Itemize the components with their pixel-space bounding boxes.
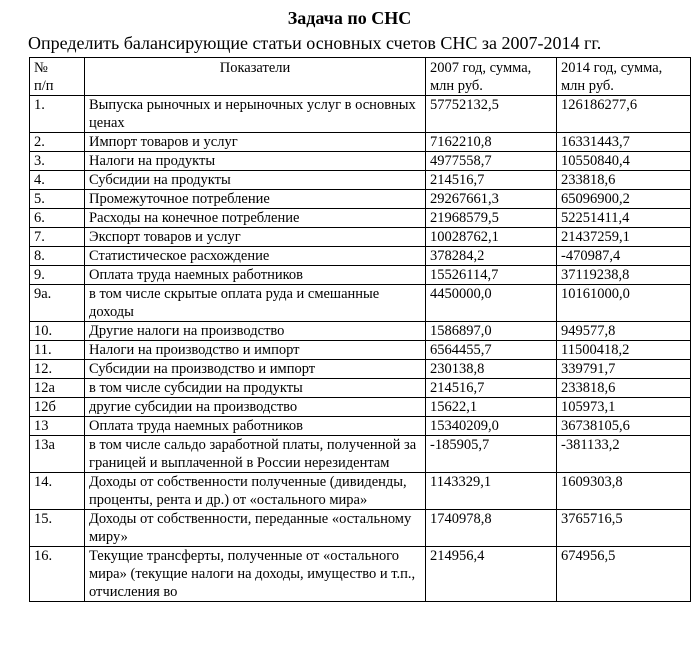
header-num: № п/п [30,58,85,96]
cell-indicator: Промежуточное потребление [85,190,426,209]
cell-indicator: Экспорт товаров и услуг [85,228,426,247]
cell-num: 9. [30,266,85,285]
cell-2014: 1609303,8 [557,473,691,510]
cell-2014: 3765716,5 [557,510,691,547]
cell-2014: 52251411,4 [557,209,691,228]
cell-2007: 15622,1 [426,398,557,417]
cell-2007: 15340209,0 [426,417,557,436]
cell-2007: 378284,2 [426,247,557,266]
cell-indicator: Субсидии на продукты [85,171,426,190]
cell-2007: 29267661,3 [426,190,557,209]
cell-2014: 37119238,8 [557,266,691,285]
cell-num: 3. [30,152,85,171]
header-2007: 2007 год, сумма, млн руб. [426,58,557,96]
cell-num: 6. [30,209,85,228]
table-row [30,510,691,547]
table-row [30,228,691,247]
table-row [30,190,691,209]
cell-indicator: Расходы на конечное потребление [85,209,426,228]
cell-indicator: в том числе сальдо заработной платы, полученной за границей и выплаченной в России нерезидентам [85,436,426,473]
cell-indicator: другие субсидии на производство [85,398,426,417]
cell-indicator: в том числе скрытые оплата руда и смешанные доходы [85,285,426,322]
data-table [29,57,691,602]
table-row [30,398,691,417]
table-row [30,133,691,152]
cell-2007: 230138,8 [426,360,557,379]
cell-num: 10. [30,322,85,341]
cell-2014: 65096900,2 [557,190,691,209]
cell-2014: 339791,7 [557,360,691,379]
table-body [30,96,691,602]
table-row [30,152,691,171]
cell-num: 12а [30,379,85,398]
table-row [30,473,691,510]
cell-2014: 233818,6 [557,379,691,398]
cell-2007: 10028762,1 [426,228,557,247]
cell-num: 9а. [30,285,85,322]
table-header-row [30,58,691,96]
cell-num: 14. [30,473,85,510]
cell-2007: 6564455,7 [426,341,557,360]
document-subtitle: Определить балансирующие статьи основных счетов СНС за 2007-2014 гг. [28,33,602,53]
cell-2007: 1143329,1 [426,473,557,510]
cell-2007: 1740978,8 [426,510,557,547]
table-row [30,285,691,322]
cell-indicator: Налоги на продукты [85,152,426,171]
cell-indicator: Статистическое расхождение [85,247,426,266]
cell-indicator: Оплата труда наемных работников [85,417,426,436]
cell-2014: -381133,2 [557,436,691,473]
cell-indicator: Доходы от собственности, переданные «остальному миру» [85,510,426,547]
cell-2007: 4450000,0 [426,285,557,322]
cell-2007: 21968579,5 [426,209,557,228]
document-title: Задача по СНС [287,8,412,28]
cell-2014: 10550840,4 [557,152,691,171]
table-row [30,171,691,190]
cell-indicator: Субсидии на производство и импорт [85,360,426,379]
cell-num: 1. [30,96,85,133]
cell-num: 11. [30,341,85,360]
cell-indicator: Доходы от собственности полученные (дивиденды, проценты, рента и др.) от «остального мира» [85,473,426,510]
cell-2014: 674956,5 [557,547,691,602]
table-row [30,417,691,436]
cell-num: 13а [30,436,85,473]
cell-2014: 21437259,1 [557,228,691,247]
cell-indicator: Импорт товаров и услуг [85,133,426,152]
table-row [30,436,691,473]
cell-2014: 233818,6 [557,171,691,190]
table-row [30,322,691,341]
cell-num: 2. [30,133,85,152]
cell-num: 12. [30,360,85,379]
cell-2007: 214516,7 [426,171,557,190]
cell-2007: 7162210,8 [426,133,557,152]
cell-num: 15. [30,510,85,547]
cell-2014: 10161000,0 [557,285,691,322]
header-2014: 2014 год, сумма, млн руб. [557,58,691,96]
cell-num: 16. [30,547,85,602]
cell-2014: 11500418,2 [557,341,691,360]
cell-2007: -185905,7 [426,436,557,473]
cell-num: 4. [30,171,85,190]
table-row [30,360,691,379]
cell-num: 5. [30,190,85,209]
cell-2007: 4977558,7 [426,152,557,171]
cell-indicator: Текущие трансферты, полученные от «остального мира» (текущие налоги на доходы, имущество и т.п., отчисления во [85,547,426,602]
cell-2014: 16331443,7 [557,133,691,152]
cell-num: 12б [30,398,85,417]
cell-indicator: Налоги на производство и импорт [85,341,426,360]
cell-2007: 15526114,7 [426,266,557,285]
cell-2007: 57752132,5 [426,96,557,133]
cell-num: 7. [30,228,85,247]
cell-2007: 214956,4 [426,547,557,602]
cell-2014: 36738105,6 [557,417,691,436]
table-row [30,379,691,398]
header-indicator: Показатели [85,58,426,96]
cell-2014: 949577,8 [557,322,691,341]
cell-2007: 214516,7 [426,379,557,398]
cell-2014: 126186277,6 [557,96,691,133]
table-row [30,266,691,285]
cell-2014: -470987,4 [557,247,691,266]
table-row [30,547,691,602]
cell-indicator: Выпуска рыночных и нерыночных услуг в основных ценах [85,96,426,133]
cell-indicator: Оплата труда наемных работников [85,266,426,285]
table-row [30,209,691,228]
cell-num: 13 [30,417,85,436]
cell-indicator: в том числе субсидии на продукты [85,379,426,398]
table-row [30,247,691,266]
cell-num: 8. [30,247,85,266]
table-row [30,341,691,360]
table-row [30,96,691,133]
cell-indicator: Другие налоги на производство [85,322,426,341]
cell-2014: 105973,1 [557,398,691,417]
cell-2007: 1586897,0 [426,322,557,341]
